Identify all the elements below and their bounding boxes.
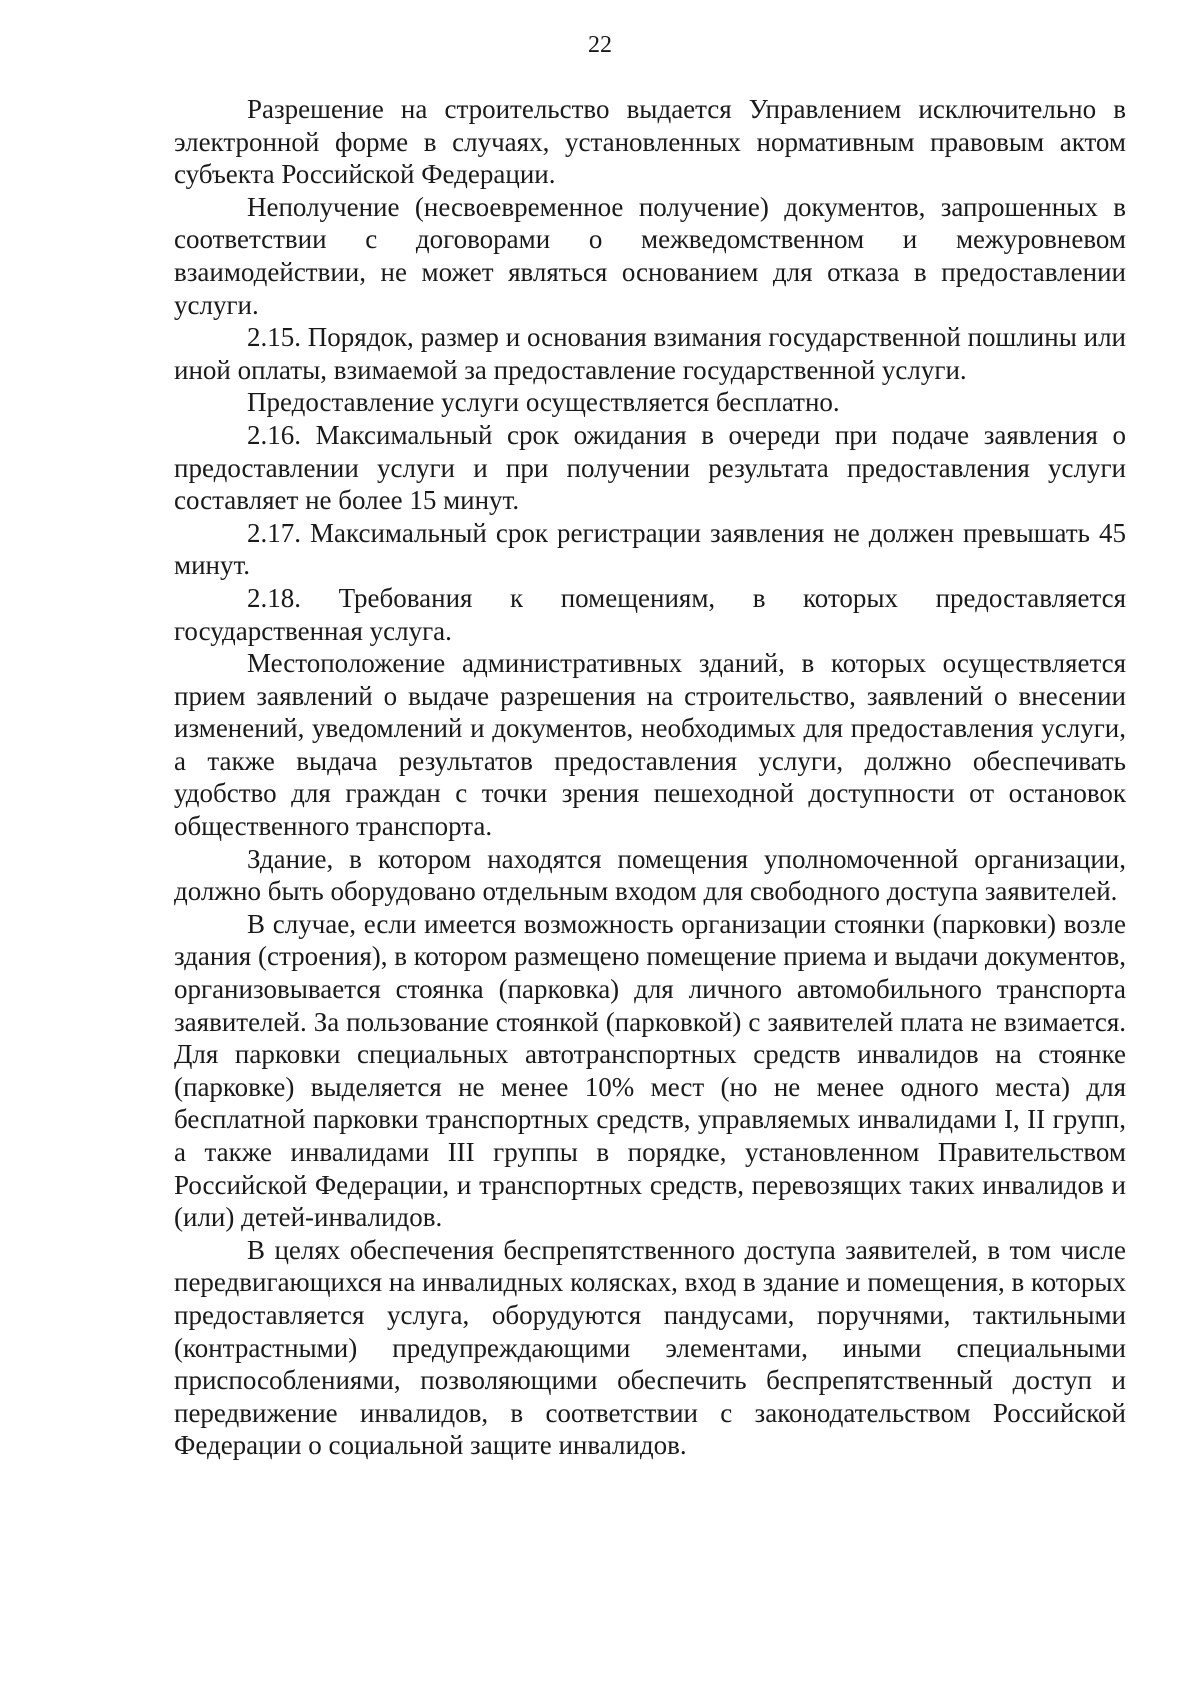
paragraph-interagency-documents: Неполучение (несвоевременное получение) документов, запрошенных в соответствии с договорами о межведомственном и межуровневом взаимодействии, не может являться основанием для отказа в предоставлении услуги.	[174, 191, 1126, 320]
paragraph-section-2-15: 2.15. Порядок, размер и основания взимания государственной пошлины или иной оплаты, взимаемой за предоставление государственной услуги.	[174, 322, 1126, 385]
paragraph-permit-electronic-form: Разрешение на строительство выдается Управлением исключительно в электронной форме в случаях, установленных нормативным правовым актом субъекта Российской Федерации.	[174, 94, 1126, 190]
paragraph-section-2-16: 2.16. Максимальный срок ожидания в очереди при подаче заявления о предоставлении услуги и при получении результата предоставления услуги составляет не более 15 минут.	[174, 419, 1126, 516]
paragraph-accessibility: В целях обеспечения беспрепятственного доступа заявителей, в том числе передвигающихся на инвалидных колясках, вход в здание и помещения, в которых предоставляется услуга, оборудуются пандусами, поручнями, тактильными (контрастными) предупреждающими элементами, иными специальными приспособлениями, позволяющими обеспечить беспрепятственный доступ и передвижение инвалидов, в соответствии с законодательством Российской Федерации о социальной защите инвалидов.	[174, 1234, 1126, 1461]
page-number: 22	[588, 32, 612, 58]
document-body	[174, 93, 1126, 1462]
paragraph-separate-entrance: Здание, в котором находятся помещения уполномоченной организации, должно быть оборудовано отдельным входом для свободного доступа заявителей.	[174, 843, 1126, 907]
paragraph-free-of-charge: Предоставление услуги осуществляется бесплатно.	[247, 387, 840, 418]
paragraph-parking: В случае, если имеется возможность организации стоянки (парковки) возле здания (строения), в котором размещено помещение приема и выдачи документов, организовывается стоянка (парковка) для личного автомобильного транспорта заявителей. За пользование стоянкой (парковкой) с заявителей плата не взимается. Для парковки специальных автотранспортных средств инвалидов на стоянке (парковке) выделяется не менее 10% мест (но не менее одного места) для бесплатной парковки транспортных средств, управляемых инвалидами I, II групп, а также инвалидами III группы в порядке, установленном Правительством Российской Федерации, и транспортных средств, перевозящих таких инвалидов и (или) детей-инвалидов.	[174, 908, 1126, 1233]
paragraph-section-2-18: 2.18. Требования к помещениям, в которых предоставляется государственная услуга.	[174, 582, 1126, 646]
paragraph-section-2-17: 2.17. Максимальный срок регистрации заявления не должен превышать 45 минут.	[174, 517, 1126, 581]
paragraph-building-location: Местоположение административных зданий, в которых осуществляется прием заявлений о выдаче разрешения на строительство, заявлений о внесении изменений, уведомлений и документов, необходимых для предоставления услуги, а также выдача результатов предоставления услуги, должно обеспечивать удобство для граждан с точки зрения пешеходной доступности от остановок общественного транспорта.	[174, 648, 1126, 842]
